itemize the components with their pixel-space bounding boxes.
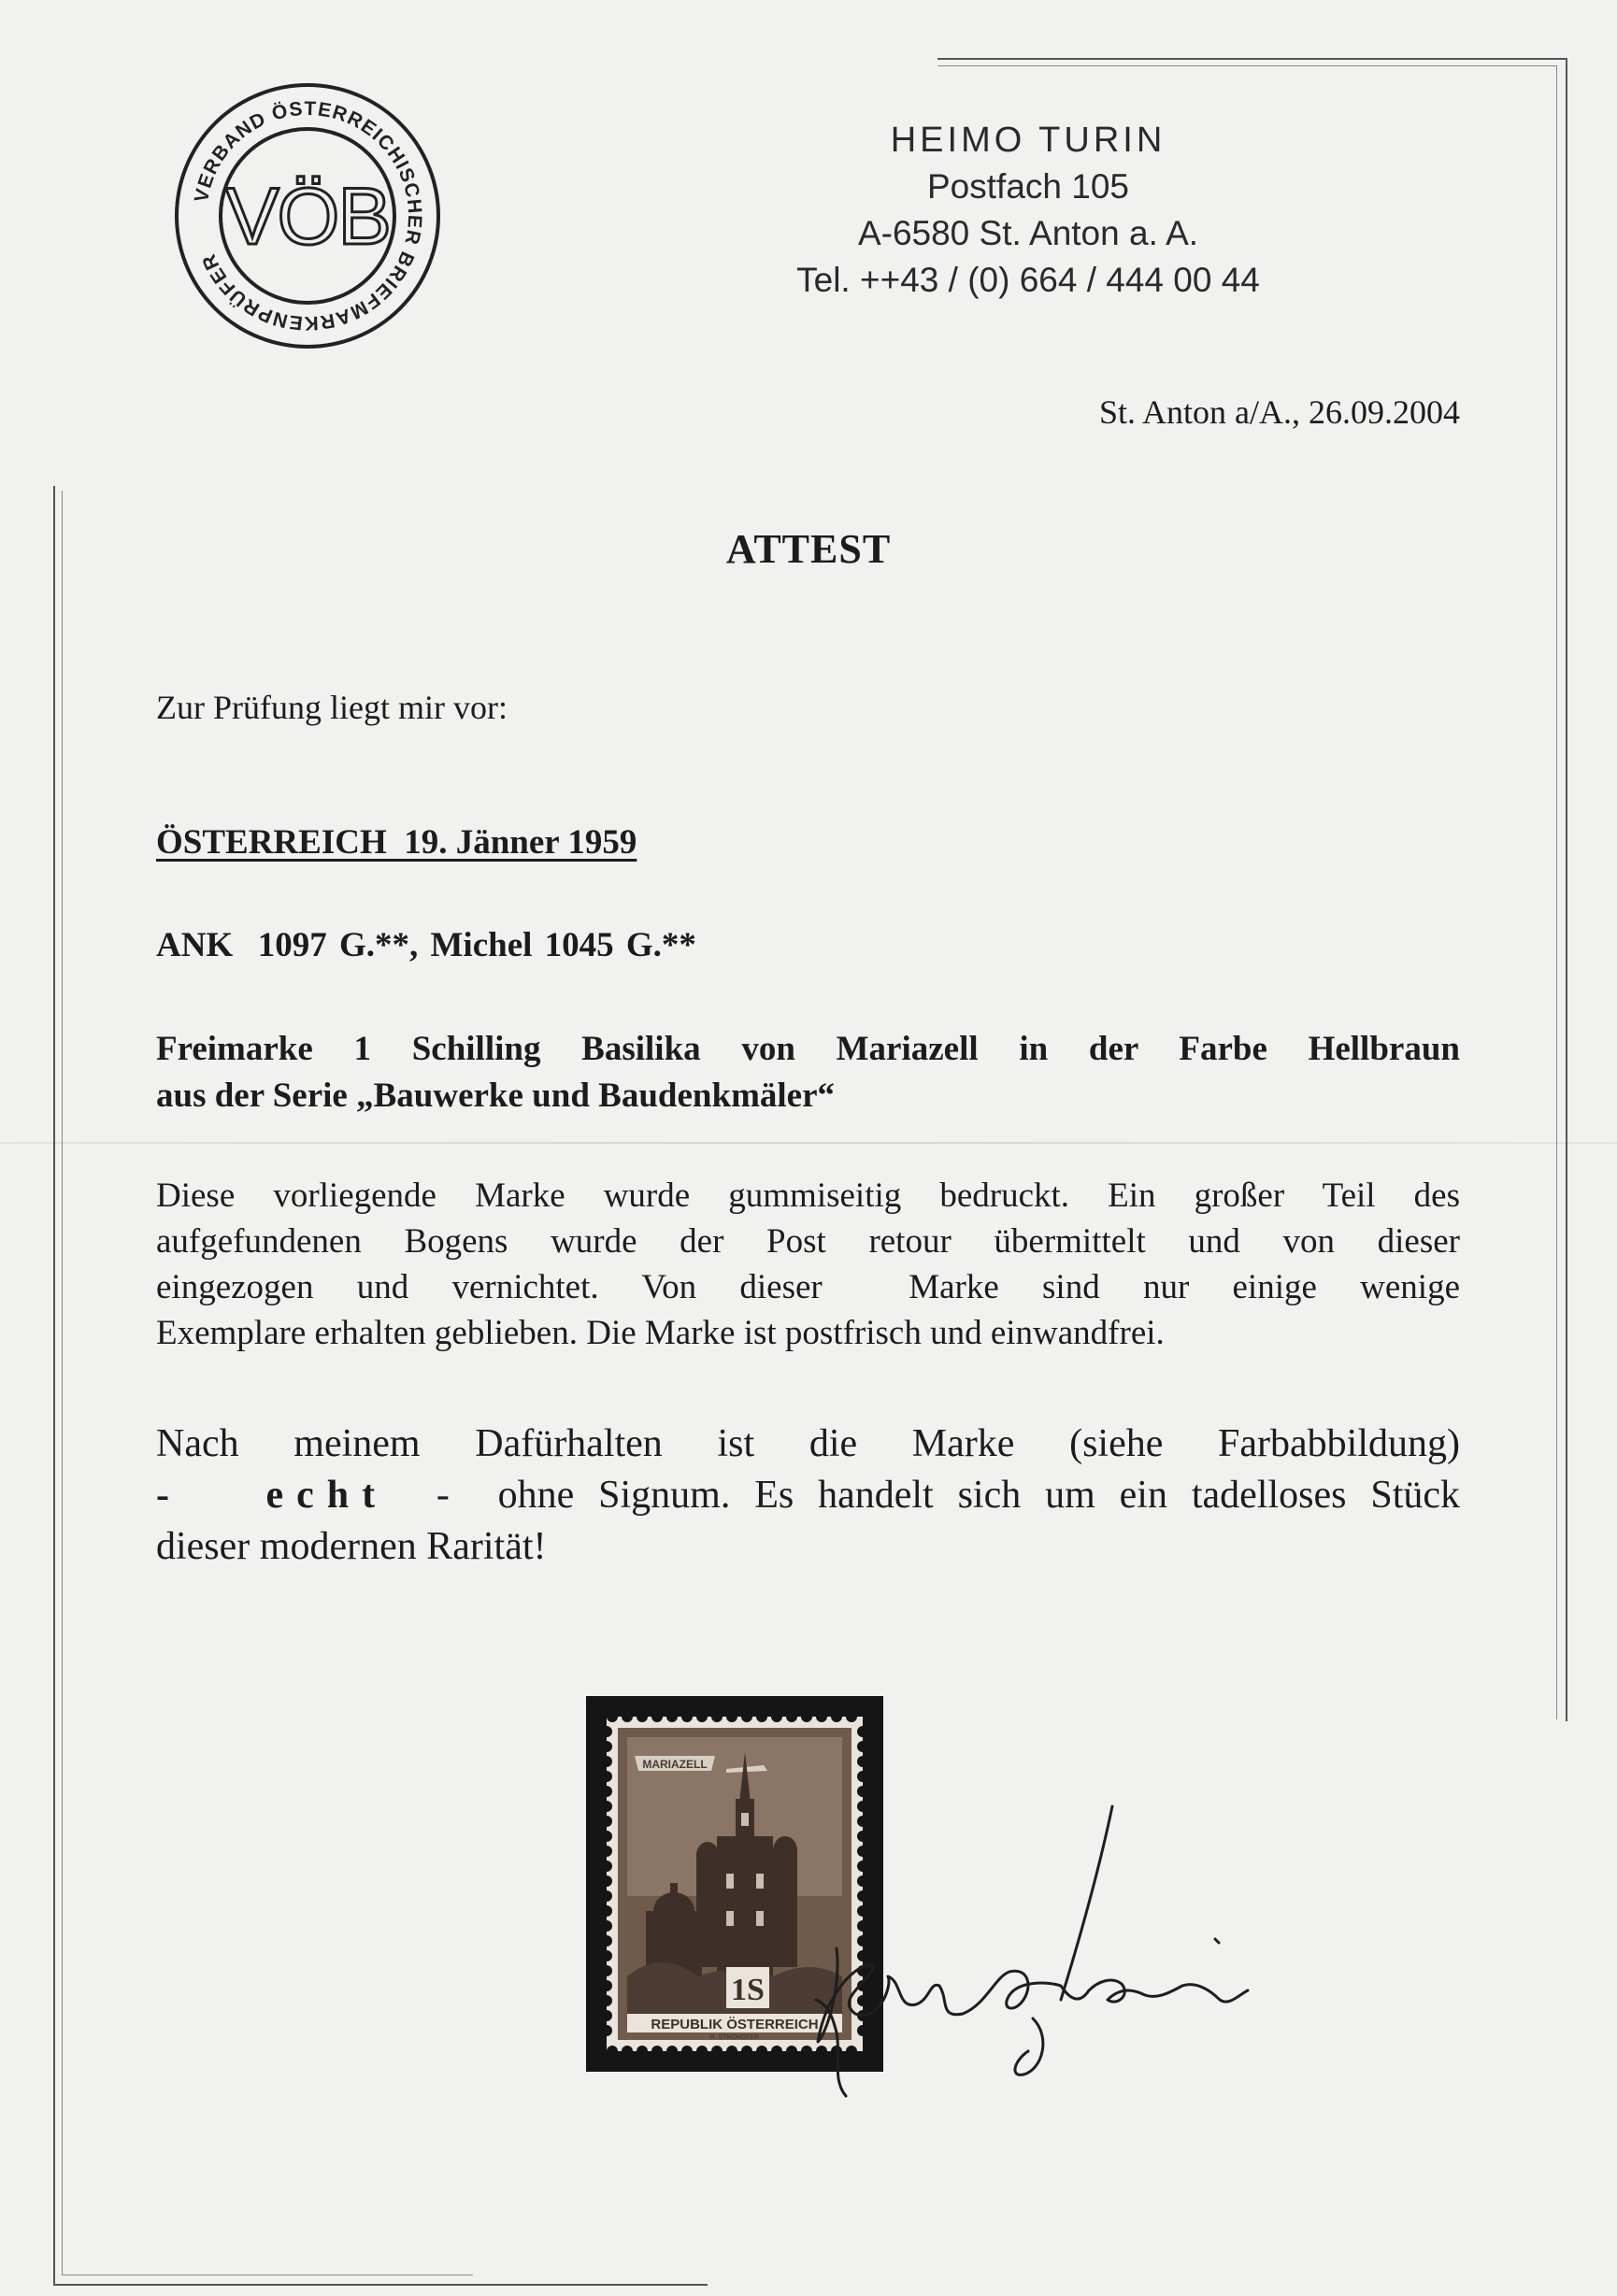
signature-stroke-7 bbox=[1215, 1939, 1219, 1943]
stamp-perforation-hole bbox=[601, 1816, 612, 1827]
seal-ring-text: VERBAND ÖSTERREICHISCHER BRIEFMARKENPRÜFER bbox=[190, 97, 426, 335]
stamp-perforation-hole bbox=[771, 2046, 782, 2057]
stamp-perforation-hole bbox=[756, 1711, 767, 1722]
stamp-perforation-hole bbox=[601, 2010, 612, 2021]
stamp-perforation-hole bbox=[681, 1711, 693, 1722]
stamp-perforation-hole bbox=[696, 2046, 708, 2057]
stamp-perforation-hole bbox=[801, 1711, 812, 1722]
description-line-2: aus der Serie „Bauwerke und Baudenkmäler“ bbox=[156, 1077, 836, 1115]
examiner-phone: Tel. ++43 / (0) 664 / 444 00 44 bbox=[796, 261, 1260, 299]
stamp-denomination: 1S bbox=[731, 1973, 765, 2007]
frame-right-line-inner bbox=[1556, 65, 1557, 1719]
stamp-perforation-hole bbox=[601, 1875, 612, 1887]
frame-bottom-line bbox=[53, 2284, 708, 2286]
paragraph2-line-2 bbox=[156, 1470, 1460, 1521]
stamp-perforation-hole bbox=[601, 1831, 612, 1842]
dash-left: - bbox=[156, 1474, 169, 1517]
stamp-perforation-hole bbox=[696, 1711, 708, 1722]
stamp-perforation-hole bbox=[601, 1786, 612, 1797]
paragraph2-line-1: Nach meinem Dafürhalten ist die Marke (siehe Farbabbildung) bbox=[156, 1422, 1460, 1465]
stamp-perforation-hole bbox=[601, 1965, 612, 1976]
paper-fold bbox=[0, 1142, 1617, 1144]
catalog-numbers-text: ANK 1097 G.**, Michel 1045 G.** bbox=[156, 926, 696, 964]
stamp-perforation-hole bbox=[741, 1711, 752, 1722]
stamp-perforation-hole bbox=[607, 1711, 618, 1722]
stamp-perforation-hole bbox=[726, 1711, 737, 1722]
stamp-perforation-hole bbox=[637, 2046, 648, 2057]
stamp-perforation-hole bbox=[831, 1711, 842, 1722]
stamp-perforation-hole bbox=[601, 1935, 612, 1947]
stamp-perforation-hole bbox=[666, 2046, 678, 2057]
stamp-perforation-hole bbox=[601, 1890, 612, 1902]
examiner-signature bbox=[799, 1799, 1266, 2098]
letterhead bbox=[654, 117, 1402, 304]
echt-emphasis: echt bbox=[265, 1474, 389, 1517]
stamp-perforation-hole bbox=[681, 2046, 693, 2057]
stamp-perforation-hole bbox=[726, 2046, 737, 2057]
stamp-perforation-hole bbox=[756, 2046, 767, 2057]
opinion-suffix: - ohne Signum. Es handelt sich um ein tadelloses Stück bbox=[436, 1474, 1461, 1517]
stamp-perforation-hole bbox=[637, 1711, 648, 1722]
frame-left-line bbox=[53, 486, 55, 2285]
document-title: ATTEST bbox=[725, 526, 892, 572]
stamp-perforation-hole bbox=[857, 1756, 868, 1767]
signature-stroke-3 bbox=[818, 1948, 963, 2042]
stamp-perforation-hole bbox=[601, 1995, 612, 2006]
stamp-perforation-hole bbox=[622, 1711, 633, 1722]
stamp-perforation-hole bbox=[601, 1771, 612, 1782]
stamp-perforation-hole bbox=[601, 1920, 612, 1932]
description-line-1: Freimarke 1 Schilling Basilika von Mariazell in der Farbe Hellbraun bbox=[156, 1030, 1460, 1068]
stamp-perforation-hole bbox=[857, 1771, 868, 1782]
stamp-perforation-hole bbox=[666, 1711, 678, 1722]
country-date-text: ÖSTERREICH 19. Jänner 1959 bbox=[156, 823, 637, 862]
stamp-perforation-hole bbox=[601, 1756, 612, 1767]
paragraph-history bbox=[156, 1173, 1460, 1356]
stamp-perforation-hole bbox=[601, 1861, 612, 1872]
stamp-designer: H. STROHOFER bbox=[709, 2034, 760, 2041]
catalog-numbers bbox=[156, 925, 696, 965]
stamp-perforation-hole bbox=[857, 1726, 868, 1737]
frame-top-line-inner bbox=[937, 65, 1557, 66]
paragraph1-line-1: Diese vorliegende Marke wurde gummiseitig bedruckt. Ein großer Teil des bbox=[156, 1177, 1460, 1215]
signature-stroke-5 bbox=[1089, 1980, 1182, 2002]
seal-monogram: VÖB bbox=[225, 172, 390, 262]
paragraph1-line-4: Exemplare erhalten geblieben. Die Marke ist postfrisch und einwandfrei. bbox=[156, 1314, 1165, 1352]
paragraph1-line-3: eingezogen und vernichtet. Von dieser Marke sind nur einige wenige bbox=[156, 1268, 1460, 1306]
signature-stroke-4 bbox=[963, 1971, 1089, 2014]
stamp-perforation-hole bbox=[601, 1905, 612, 1917]
stamp-perforation-hole bbox=[857, 1741, 868, 1752]
frame-left-line-inner bbox=[62, 491, 63, 2275]
examiner-city: A-6580 St. Anton a. A. bbox=[857, 214, 1199, 252]
stamp-perforation-hole bbox=[601, 2025, 612, 2036]
paragraph2-line-3: dieser modernen Rarität! bbox=[156, 1525, 547, 1568]
stamp-perforation-hole bbox=[607, 2046, 618, 2057]
frame-top-line bbox=[937, 58, 1567, 60]
stamp-perforation-hole bbox=[846, 1711, 857, 1722]
stamp-perforation-hole bbox=[741, 2046, 752, 2057]
stamp-perforation-hole bbox=[601, 1846, 612, 1857]
stamp-perforation-hole bbox=[816, 1711, 827, 1722]
signature-stroke-1 bbox=[1061, 1806, 1112, 2000]
examiner-name: HEIMO TURIN bbox=[890, 121, 1166, 160]
stamp-perforation-hole bbox=[711, 1711, 723, 1722]
paragraph1-line-2: aufgefundenen Bogens wurde der Post retour übermittelt und von dieser bbox=[156, 1222, 1460, 1261]
stamp-perforation-hole bbox=[601, 1801, 612, 1812]
signature-stroke-8 bbox=[1015, 2018, 1043, 2075]
frame-right-line bbox=[1566, 58, 1567, 1721]
examiner-address: Postfach 105 bbox=[927, 167, 1129, 206]
place-date: St. Anton a/A., 26.09.2004 bbox=[1098, 393, 1460, 431]
stamp-perforation-hole bbox=[771, 1711, 782, 1722]
country-date-line bbox=[156, 822, 637, 863]
signature-stroke-6 bbox=[1182, 1985, 1248, 2002]
paragraph-opinion bbox=[156, 1419, 1460, 1573]
stamp-perforation-hole bbox=[601, 1741, 612, 1752]
voeb-seal bbox=[171, 79, 444, 352]
stamp-place-label: MARIAZELL bbox=[642, 1758, 708, 1771]
stamp-perforation-hole bbox=[651, 1711, 663, 1722]
intro-text: Zur Prüfung liegt mir vor: bbox=[156, 689, 508, 726]
stamp-perforation-hole bbox=[601, 1980, 612, 1991]
stamp-perforation-hole bbox=[651, 2046, 663, 2057]
stamp-perforation-hole bbox=[786, 2046, 797, 2057]
stamp-perforation-hole bbox=[601, 1950, 612, 1961]
stamp-perforation-hole bbox=[786, 1711, 797, 1722]
stamp-perforation-hole bbox=[857, 1786, 868, 1797]
stamp-perforation-hole bbox=[622, 2046, 633, 2057]
stamp-country-text: REPUBLIK ÖSTERREICH bbox=[651, 2017, 819, 2032]
stamp-perforation-hole bbox=[711, 2046, 723, 2057]
stamp-description bbox=[156, 1026, 1460, 1119]
stamp-perforation-hole bbox=[601, 1726, 612, 1737]
